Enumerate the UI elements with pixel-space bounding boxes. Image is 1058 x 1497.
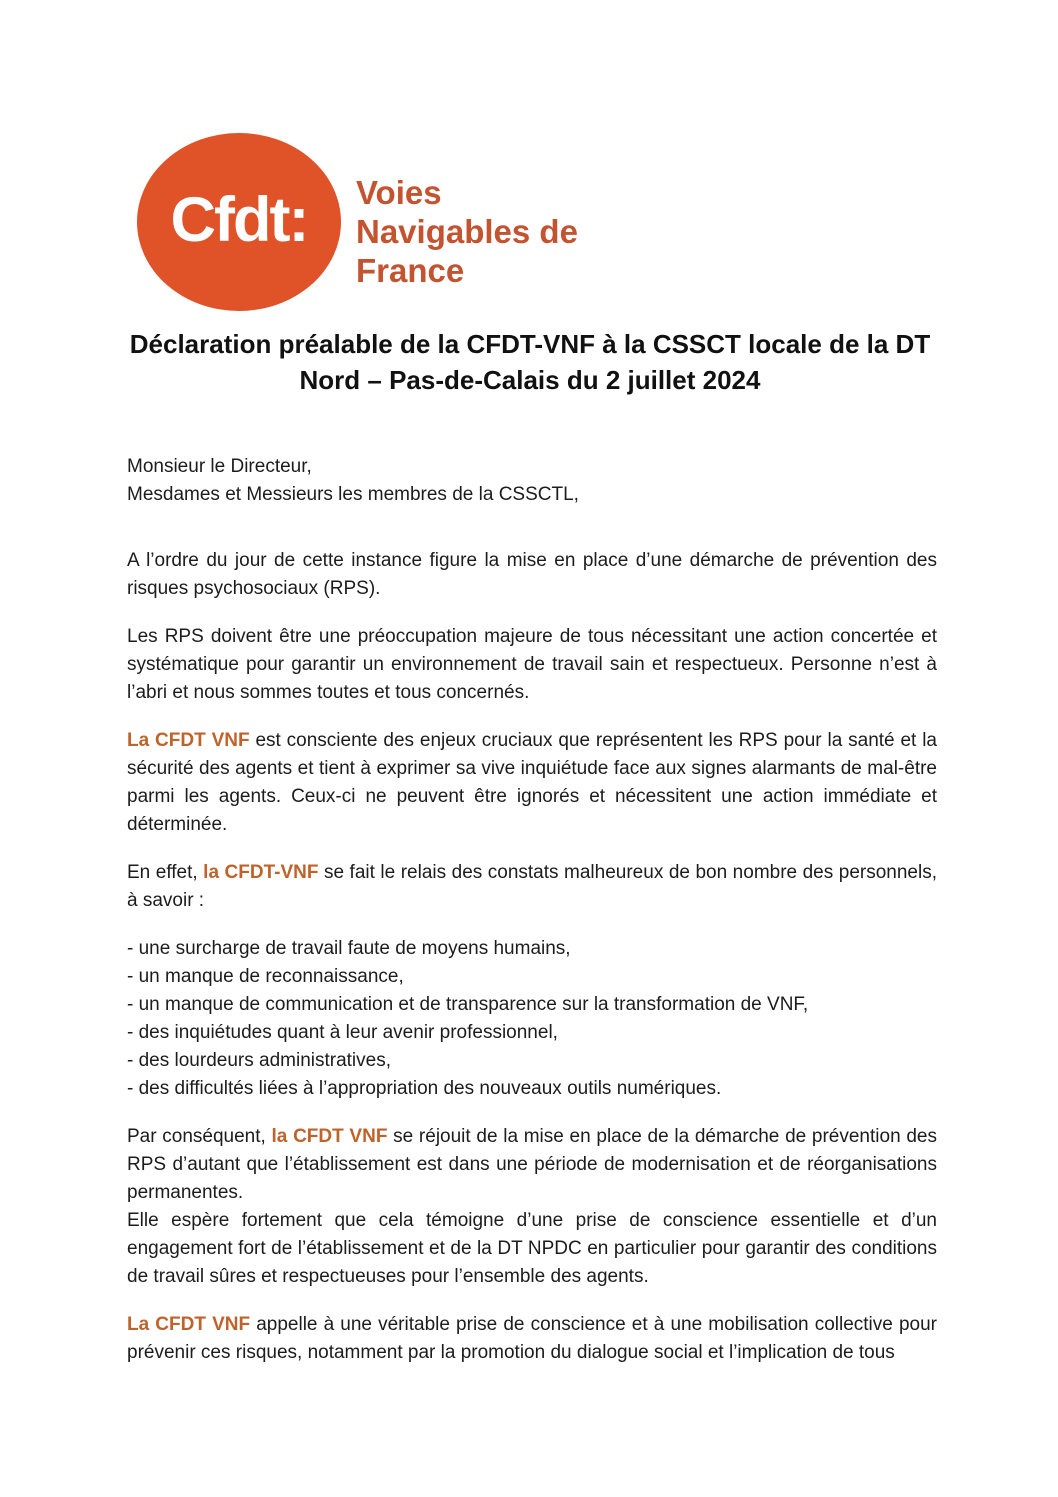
- para-rps-concern: [127, 623, 943, 707]
- body-text: - un manque de communication et de transparence sur la transformation de VNF,: [127, 994, 809, 1015]
- body-text: - des lourdeurs administratives,: [127, 1050, 391, 1071]
- para-cfdt-awareness: [127, 727, 943, 839]
- para-relay: [127, 859, 943, 915]
- body-text: Les RPS doivent être une préoccupation majeure de tous nécessitant une action concertée et systématique pour garantir un environnement de travail sain et respectueux. Personne n’est à l’abri et nous sommes toutes et tous concernés.: [127, 626, 943, 703]
- body-text: - une surcharge de travail faute de moyens humains,: [127, 938, 571, 959]
- body-text: - des difficultés liées à l’appropriation des nouveaux outils numériques.: [127, 1078, 722, 1099]
- org-name-line-3: France: [356, 252, 465, 289]
- body-text: A l’ordre du jour de cette instance figure la mise en place d’une démarche de prévention des risques psychosociaux (RPS).: [127, 550, 943, 599]
- list-constats: [127, 935, 937, 1103]
- document-title: Déclaration préalable de la CFDT-VNF à la CSSCT locale de la DT Nord – Pas-de-Calais du 2 juillet 2024: [129, 329, 931, 395]
- accent-text: la CFDT-VNF: [203, 862, 319, 883]
- document-body: [127, 453, 943, 1387]
- body-text: Monsieur le Directeur,: [127, 456, 312, 477]
- body-text: - un manque de reconnaissance,: [127, 966, 404, 987]
- cfdt-logo: [137, 133, 341, 311]
- accent-text: La CFDT VNF: [127, 730, 250, 751]
- body-text: En effet,: [127, 862, 204, 883]
- letterhead: [137, 133, 578, 311]
- para-consequence: [127, 1123, 943, 1291]
- body-text: - des inquiétudes quant à leur avenir professionnel,: [127, 1022, 558, 1043]
- salutation: [127, 453, 937, 509]
- accent-text: la CFDT VNF: [271, 1126, 388, 1147]
- org-name-line-2: Navigables de: [356, 213, 578, 250]
- body-text: se réjouit de la mise en place de la démarche de prévention des RPS d’autant que l’établissement est dans une période de modernisation et de réorganisations permanentes.: [127, 1126, 943, 1203]
- para-appeal: [127, 1311, 943, 1367]
- body-text: se fait le relais des constats malheureux de bon nombre des personnels, à savoir :: [127, 862, 943, 911]
- org-name-line-1: Voies: [356, 174, 442, 211]
- para-agenda: [127, 547, 943, 603]
- organization-name: [356, 133, 578, 290]
- body-text: Par conséquent,: [127, 1126, 272, 1147]
- accent-text: La CFDT VNF: [127, 1314, 251, 1335]
- body-text: est consciente des enjeux cruciaux que représentent les RPS pour la santé et la sécurité des agents et tient à exprimer sa vive inquiétude face aux signes alarmants de mal-être parmi les agents. Ceux-ci ne peuvent être ignorés et nécessitent une action immédiate et déterminée.: [127, 730, 943, 835]
- body-text: appelle à une véritable prise de conscience et à une mobilisation collective pour prévenir ces risques, notamment par la promotion du dialogue social et l’implication de tous: [127, 1314, 943, 1363]
- cfdt-logo-text: Cfdt:: [170, 185, 308, 255]
- body-text: Elle espère fortement que cela témoigne d’une prise de conscience essentielle et d’un engagement fort de l’établissement et de la DT NPDC en particulier pour garantir des conditions de travail sûres et respectueuses pour l’ensemble des agents.: [127, 1210, 943, 1287]
- body-text: Mesdames et Messieurs les membres de la CSSCTL,: [127, 484, 579, 505]
